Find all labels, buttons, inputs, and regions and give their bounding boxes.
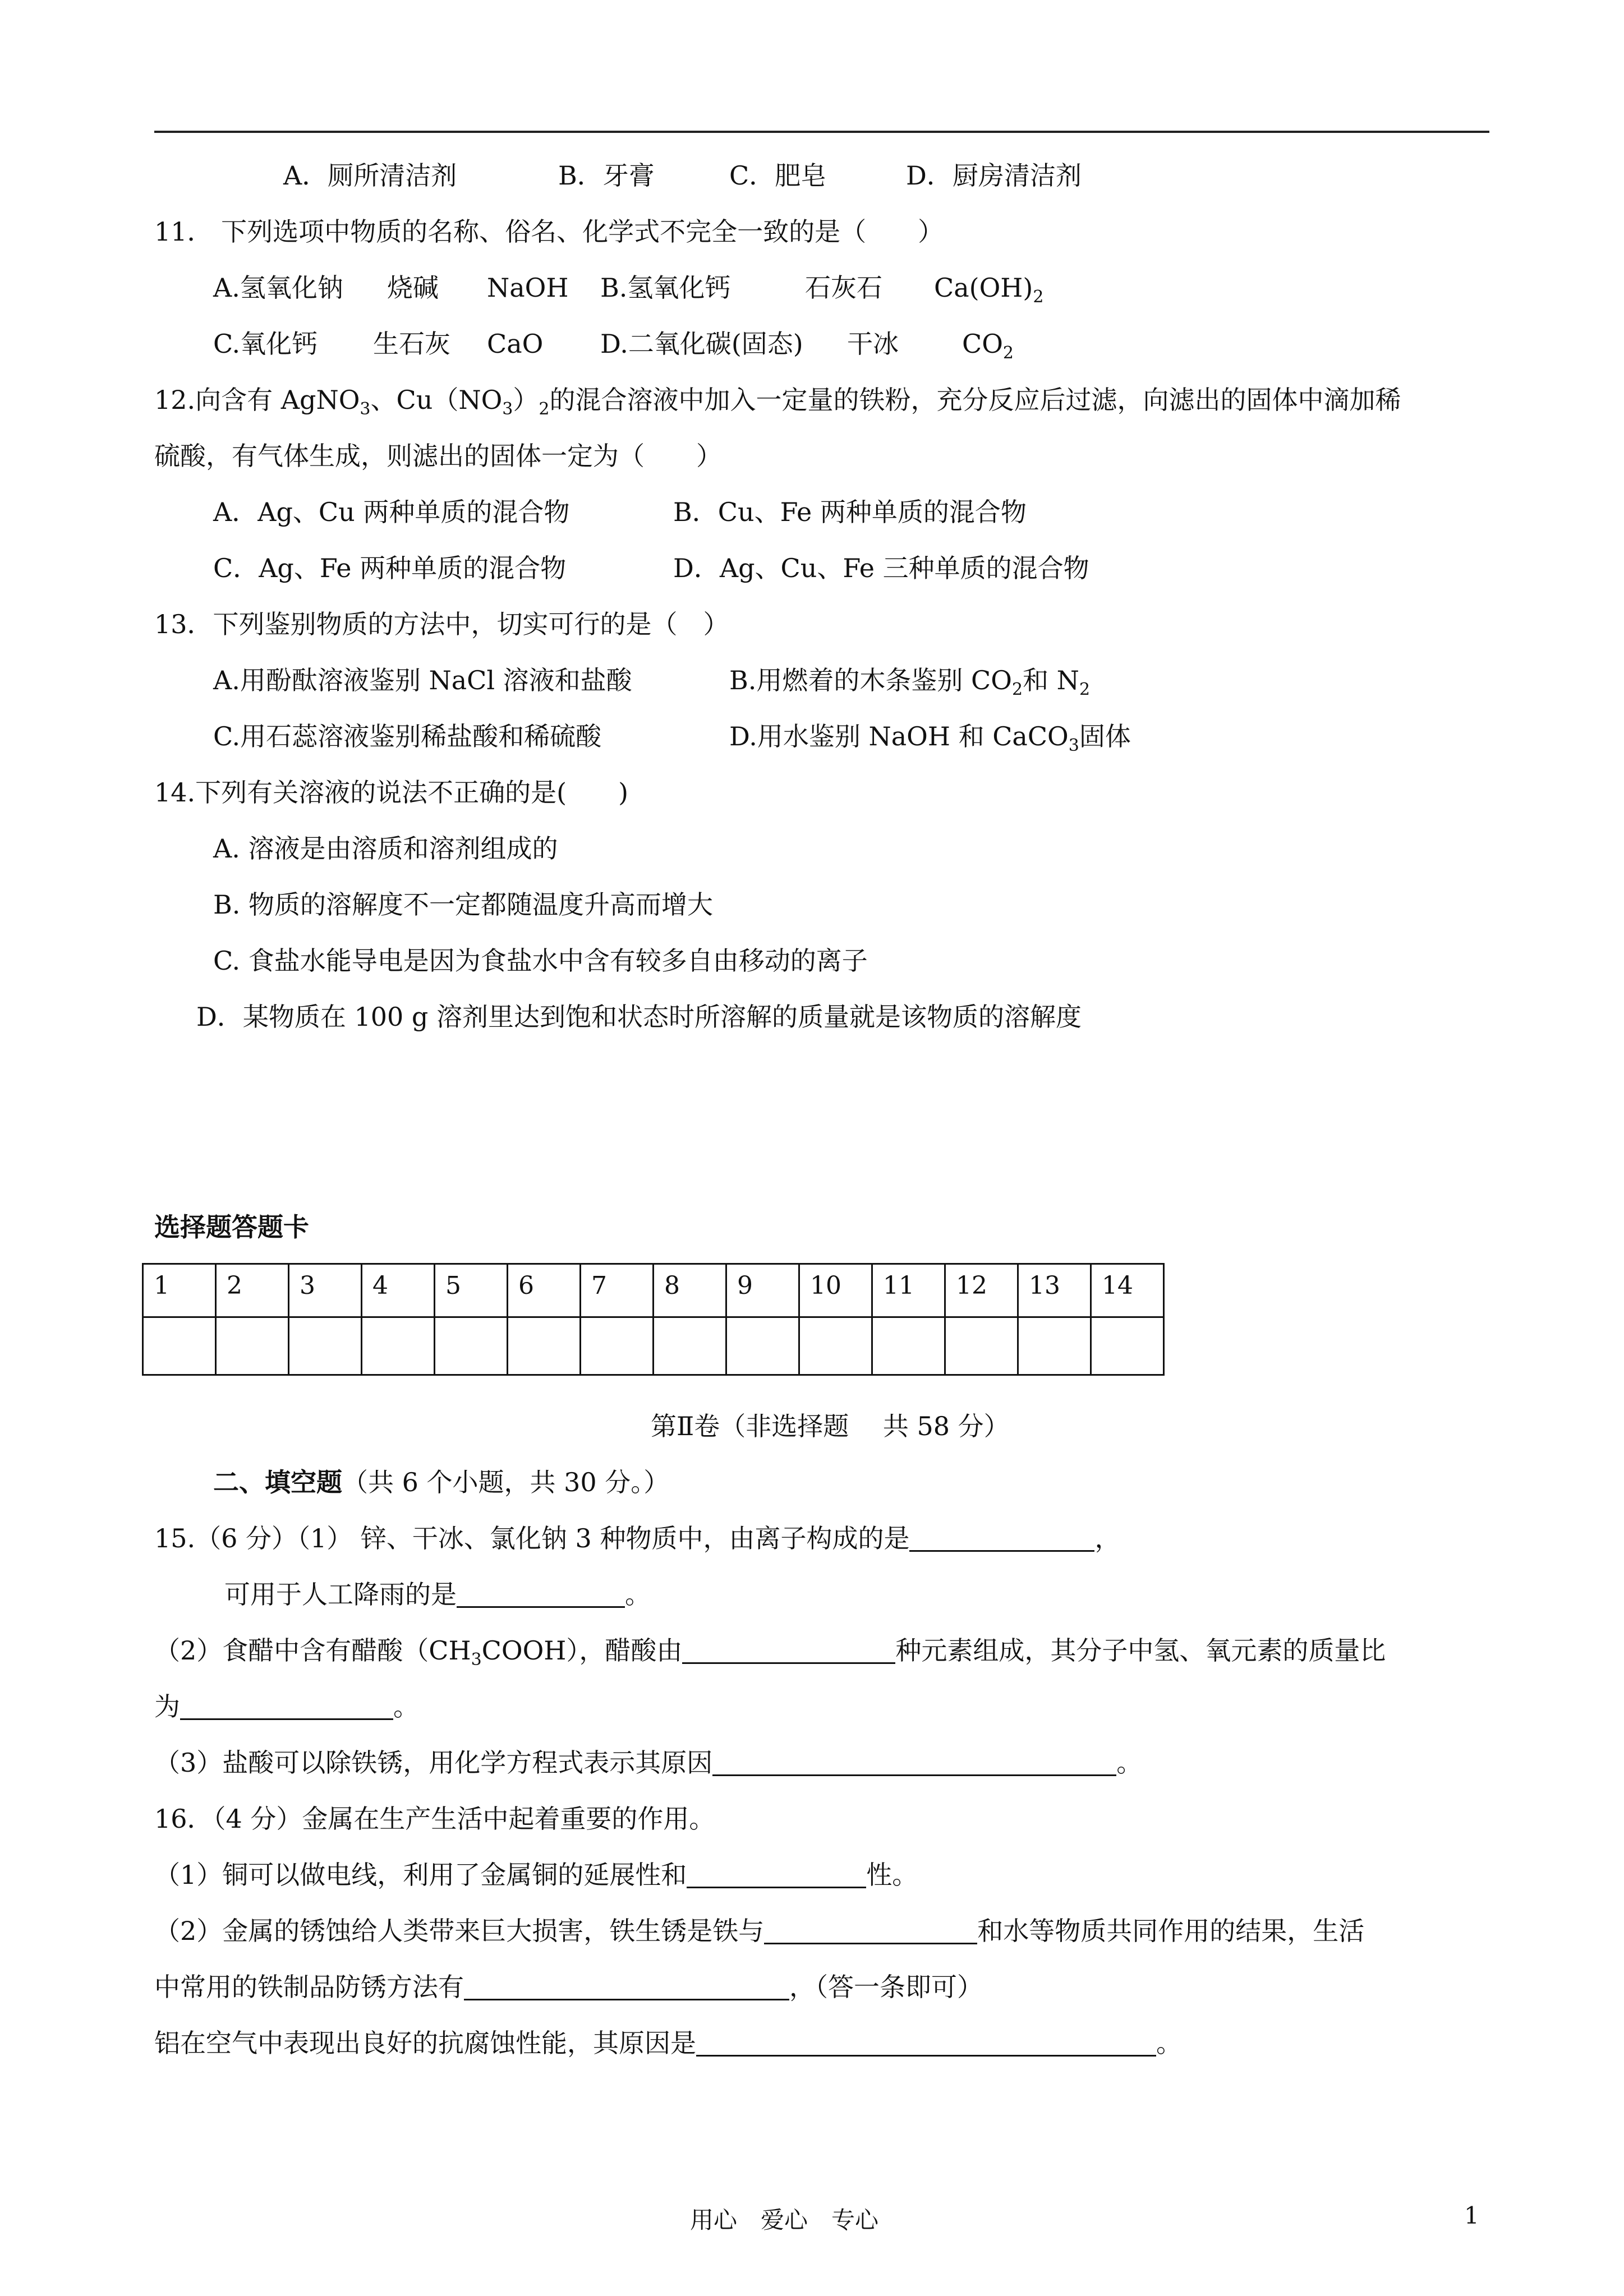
answer-card-number: 12: [945, 1264, 1018, 1317]
answer-blank[interactable]: [687, 1862, 866, 1888]
answer-blank[interactable]: [457, 1582, 625, 1608]
answer-cell[interactable]: [216, 1317, 289, 1375]
answer-card-number: 13: [1018, 1264, 1091, 1317]
answer-cell[interactable]: [1091, 1317, 1164, 1375]
q14-option-b: B. 物质的溶解度不一定都随温度升高而增大: [213, 889, 714, 920]
answer-card-number: 14: [1091, 1264, 1164, 1317]
answer-card-number: 1: [143, 1264, 216, 1317]
q13-option-c: C.用石蕊溶液鉴别稀盐酸和稀硫酸: [213, 721, 602, 751]
q11-option-b-formula: $Ca(OH)_2$: [934, 273, 1044, 307]
q12-option-c: C．Ag、Fe 两种单质的混合物: [213, 553, 567, 583]
answer-cell[interactable]: [654, 1317, 726, 1375]
q13-option-b: B.用燃着的木条鉴别 $CO_2$和 $N_2$: [729, 665, 1091, 699]
q12-stem-line1: 12.向含有 AgNO$_3$、$Cu(NO_3)_2$的混合溶液中加入一定量的铁粉，充分反应后过滤，向滤出的固体中滴加稀: [154, 385, 1401, 419]
q12-option-b: B．Cu、Fe 两种单质的混合物: [673, 497, 1027, 527]
q14-option-c: C. 食盐水能导电是因为食盐水中含有较多自由移动的离子: [213, 946, 868, 976]
answer-cell[interactable]: [362, 1317, 435, 1375]
part2-title: 第Ⅱ卷（非选择题 共 58 分）: [651, 1411, 1010, 1441]
header-rule: [154, 131, 1489, 133]
q16-line3: 中常用的铁制品防锈方法有 ，（答一条即可）: [154, 1972, 983, 2002]
answer-cell[interactable]: [435, 1317, 508, 1375]
answer-cell[interactable]: [945, 1317, 1018, 1375]
q10-option-b: B．牙膏: [558, 160, 655, 191]
q15-line1: 15.（6 分）（1） 锌、干冰、氯化钠 3 种物质中，由离子构成的是 ，: [154, 1523, 1121, 1553]
q13-option-d: D.用水鉴别 NaOH 和 CaCO$_3$固体: [729, 721, 1131, 755]
q13-option-a: A.用酚酞溶液鉴别 NaCl 溶液和盐酸: [213, 665, 632, 695]
q16-stem: 16．（4 分）金属在生产生活中起着重要的作用。: [154, 1804, 715, 1834]
q11-stem: 11． 下列选项中物质的名称、俗名、化学式不完全一致的是（ ）: [154, 216, 944, 247]
q16-line2: （2）金属的锈蚀给人类带来巨大损害，铁生锈是铁与 和水等物质共同作用的结果，生活: [154, 1916, 1365, 1946]
answer-card-title: 选择题答题卡: [154, 1212, 309, 1242]
answer-blank[interactable]: [764, 1918, 977, 1944]
section2-heading: 二、填空题（共 6 个小题，共 30 分。）: [213, 1467, 670, 1497]
answer-cell[interactable]: [143, 1317, 216, 1375]
q14-option-d: D．某物质在 100 g 溶剂里达到饱和状态时所溶解的质量就是该物质的溶解度: [196, 1002, 1082, 1032]
answer-card-number: 3: [289, 1264, 362, 1317]
q11-option-b-common: 石灰石: [805, 273, 882, 303]
q11-option-d-name: D.二氧化碳(固态): [600, 329, 803, 359]
answer-card-number-row: [143, 1264, 1164, 1317]
q11-option-b-name: B.氢氧化钙: [600, 273, 731, 303]
answer-card-number: 2: [216, 1264, 289, 1317]
q12-option-a: A．Ag、Cu 两种单质的混合物: [213, 497, 570, 527]
q11-option-c-formula: CaO: [487, 329, 544, 359]
answer-blank[interactable]: [909, 1525, 1094, 1552]
q12-option-d: D．Ag、Cu、Fe 三种单质的混合物: [673, 553, 1089, 583]
answer-blank[interactable]: [180, 1694, 393, 1720]
answer-cell[interactable]: [508, 1317, 581, 1375]
q14-stem: 14.下列有关溶液的说法不正确的是( ): [154, 777, 629, 808]
q15-line4: 为 。: [154, 1691, 419, 1722]
q11-option-c-common: 生石灰: [373, 329, 450, 359]
q11-option-a-formula: NaOH: [487, 273, 569, 303]
answer-card-number: 7: [581, 1264, 654, 1317]
q14-option-a: A. 溶液是由溶质和溶剂组成的: [213, 833, 558, 864]
q10-option-c: C．肥皂: [729, 160, 827, 191]
answer-cell[interactable]: [581, 1317, 654, 1375]
q12-stem-line2: 硫酸，有气体生成，则滤出的固体一定为（ ）: [154, 441, 722, 471]
q11-option-d-common: 干冰: [847, 329, 899, 359]
answer-cell[interactable]: [726, 1317, 799, 1375]
answer-card-number: 5: [435, 1264, 508, 1317]
answer-cell[interactable]: [799, 1317, 872, 1375]
answer-blank[interactable]: [682, 1638, 895, 1664]
answer-blank[interactable]: [696, 2030, 1156, 2057]
q15-line2: 可用于人工降雨的是 。: [224, 1579, 651, 1610]
answer-cell[interactable]: [872, 1317, 945, 1375]
answer-card-number: 10: [799, 1264, 872, 1317]
q11-option-c-name: C.氧化钙: [213, 329, 318, 359]
q11-option-a-common: 烧碱: [387, 273, 439, 303]
answer-blank[interactable]: [712, 1750, 1116, 1776]
answer-cell[interactable]: [289, 1317, 362, 1375]
q13-stem: 13．下列鉴别物质的方法中，切实可行的是（ ）: [154, 609, 729, 639]
q11-option-d-formula: $CO_2$: [962, 329, 1014, 363]
answer-card-table: [142, 1263, 1165, 1376]
answer-cell[interactable]: [1018, 1317, 1091, 1375]
q16-line4: 铝在空气中表现出良好的抗腐蚀性能，其原因是 。: [154, 2028, 1182, 2058]
q16-line1: （1）铜可以做电线，利用了金属铜的延展性和 性。: [154, 1860, 918, 1890]
q11-option-a-name: A.氢氧化钠: [213, 273, 343, 303]
q10-option-a: A．厕所清洁剂: [283, 160, 457, 191]
q15-line3: （2）食醋中含有醋酸$(CH_3COOH)$，醋酸由 种元素组成，其分子中氢、氧元素的质量比: [154, 1635, 1386, 1670]
q15-line5: （3）盐酸可以除铁锈，用化学方程式表示其原因 。: [154, 1748, 1143, 1778]
footer-motto: 用心 爱心 专心: [690, 2206, 879, 2234]
answer-blank[interactable]: [464, 1974, 789, 2000]
answer-card-number: 8: [654, 1264, 726, 1317]
q10-option-d: D．厨房清洁剂: [906, 160, 1082, 191]
answer-card-number: 9: [726, 1264, 799, 1317]
answer-card-number: 4: [362, 1264, 435, 1317]
answer-card-answer-row: [143, 1317, 1164, 1375]
answer-card-number: 6: [508, 1264, 581, 1317]
answer-card-number: 11: [872, 1264, 945, 1317]
page-number: 1: [1464, 2202, 1479, 2229]
